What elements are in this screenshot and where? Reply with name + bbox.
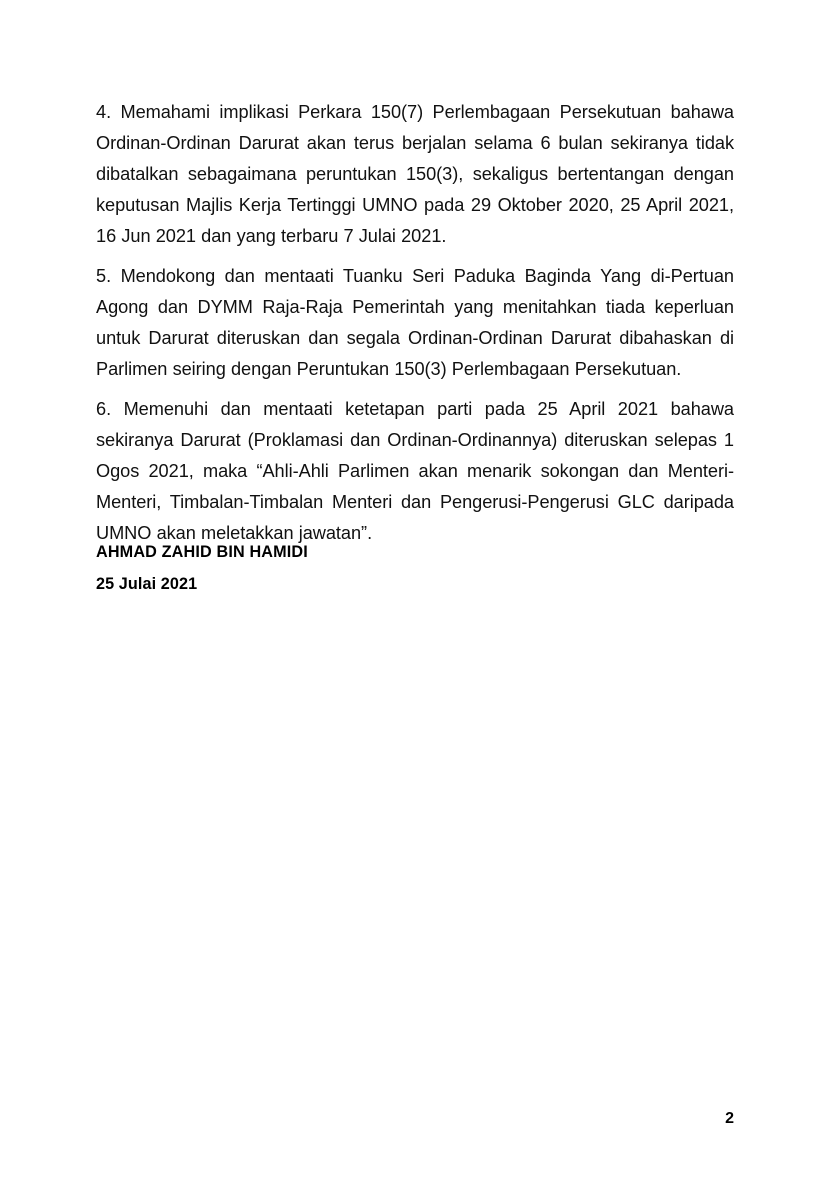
paragraph-6: 6. Memenuhi dan mentaati ketetapan parti pada 25 April 2021 bahawa sekiranya Darurat (Proklamasi dan Ordinan-Ordinannya) diteruskan selepas 1 Ogos 2021, maka “Ahli-Ahli Parlimen akan menarik sokongan dan Menteri-Menteri, Timbalan-Timbalan Menteri dan Pengerusi-Pengerusi GLC daripada UMNO akan meletakkan jawatan”. bbox=[96, 399, 734, 543]
paragraph-5: 5. Mendokong dan mentaati Tuanku Seri Paduka Baginda Yang di-Pertuan Agong dan DYMM Raja-Raja Pemerintah yang menitahkan tiada keperluan untuk Darurat diteruskan dan segala Ordinan-Ordinan Darurat dibahaskan di Parlimen seiring dengan Peruntukan 150(3) Perlembagaan Persekutuan. bbox=[96, 266, 734, 379]
signature-date: 25 Julai 2021 bbox=[96, 575, 198, 593]
signatory-name: AHMAD ZAHID BIN HAMIDI bbox=[96, 543, 308, 561]
page-number: 2 bbox=[725, 1110, 734, 1127]
paragraph-4: 4. Memahami implikasi Perkara 150(7) Perlembagaan Persekutuan bahawa Ordinan-Ordinan Darurat akan terus berjalan selama 6 bulan sekiranya tidak dibatalkan sebagaimana peruntukan 150(3), sekaligus bertentangan dengan keputusan Majlis Kerja Tertinggi UMNO pada 29 Oktober 2020, 25 April 2021, 16 Jun 2021 dan yang terbaru 7 Julai 2021. bbox=[96, 102, 734, 246]
signature-block bbox=[96, 541, 734, 595]
document-body bbox=[96, 97, 734, 549]
